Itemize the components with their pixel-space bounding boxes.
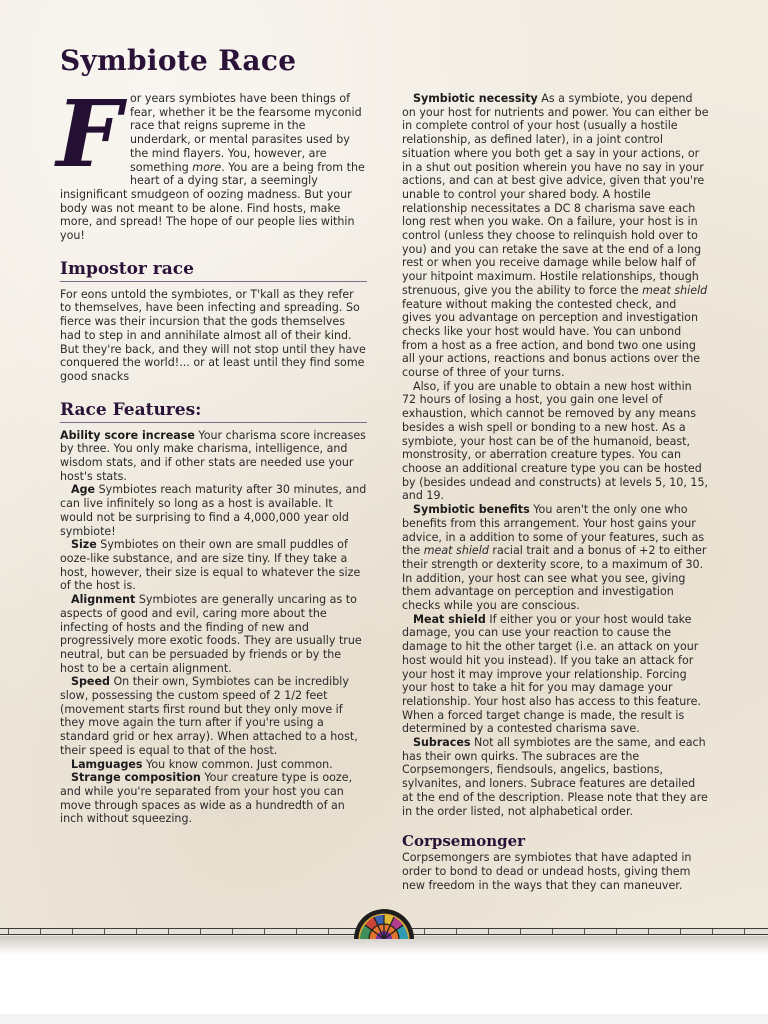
footer-tick (328, 929, 329, 934)
feature-label: Size (71, 538, 97, 552)
impostor-paragraph: For eons untold the symbiotes, or T'kall as they refer to themselves, have been infecting and spreading. So fierce was their incursion that the gods themselves had to step in and annihilate almost all of their kind. But they're back, and they will not stop until they have conquered the world!... or at least until they find some good snacks (60, 287, 366, 383)
footer-tick (488, 929, 489, 934)
feature-text: On their own, Symbiotes can be incredibly slow, possessing the custom speed of 2 1/2 feet (movement starts first round but they only move if they move again the turn after if you're using a standard grid or hex array). When attached to a host, their speed is equal to that of the host. (60, 675, 358, 757)
footer-tick (232, 929, 233, 934)
intro-emphasis: more (192, 160, 222, 174)
benefits-text-b: racial trait and a bonus of +2 to either their strength or dexterity score, to a maximum of 30. In addition, your host can see what you see, giving them advantage on perception and investigation checks while you are conscious. (402, 544, 707, 613)
footer-tick (40, 929, 41, 934)
footer-tick (744, 929, 745, 934)
feature-strange-composition (60, 771, 367, 826)
footer-tick (680, 929, 681, 934)
feature-alignment (60, 593, 367, 675)
intro-text-2: . You are a being from the heart of a dying star, a seemingly insignificant smudgeon of oozing madness. But your body was not meant to be alone. Find hosts, make more, and spread! The hope of our people lies within you! (60, 160, 365, 243)
corpsemonger-paragraph: Corpsemongers are symbiotes that have adapted in order to bond to dead or undead hosts, giving them new freedom in the ways that they can maneuver. (402, 851, 692, 892)
meat-shield-text: If either you or your host would take damage, you can use your reaction to cause the damage to hit the other target (i.e. an attack on your host would hit you instead). If you take an attack for your host it may improve your relationship. Forcing your host to take a hit for you may damage your relationship. Your host also has access to this feature. When a forced target change is made, the result is determined by a contested charisma save. (402, 612, 701, 736)
necessity-text-a: As a symbiote, you depend on your host for nutrients and power. You can either be in complete control of your host (usually a hostile relationship, as defined later), in a joint control situation where you both get a say in your actions, or in a shut out position wherein you have no say in your actions, and can at best give advice, given that you're unable to control your shared body. A hostile relationship necessitates a DC 8 charisma save each long rest when you wake. On a failure, your host is in control (unless they choose to relinquish hold over to you) and you can retake the save at the end of a long rest or when you receive damage while below half of your hitpoint maximum. Hostile relationships, though strenuous, give you the ability to force the (402, 92, 709, 297)
viewer-bottom-strip (0, 1014, 768, 1024)
footer-tick (136, 929, 137, 934)
footer-tick (616, 929, 617, 934)
page-title: Symbiote Race (60, 44, 297, 77)
meat-shield-paragraph (402, 613, 709, 736)
footer-tick (520, 929, 521, 934)
intro-text: or years symbiotes have been things of fear, whether it be the fearsome myconid race that reigns supreme in the underdark, or mental parasites used by the mind flayers. You, however, are something (130, 92, 362, 174)
feature-label: Alignment (71, 593, 136, 607)
footer-tick (296, 929, 297, 934)
footer-tick (104, 929, 105, 934)
footer-tick (712, 929, 713, 934)
necessity-label: Symbiotic necessity (413, 92, 538, 105)
left-column (56, 80, 367, 826)
subraces-paragraph (402, 736, 709, 818)
feature-label: Strange composition (71, 771, 201, 785)
feature-languages (60, 758, 367, 772)
subraces-label: Subraces (413, 736, 471, 750)
feature-text: Symbiotes reach maturity after 30 minutes, and can live infinitely so long as a host is available. It would not be surprising to find a 4,000,000 year old symbiote! (60, 483, 367, 538)
footer-tick (168, 929, 169, 934)
footer-tick (456, 929, 457, 934)
feature-text: Symbiotes on their own are small puddles of ooze-like substance, and are size tiny. If they take a host, however, their size is equal to whatever the size of the host is. (60, 538, 361, 593)
subraces-text: Not all symbiotes are the same, and each has their own quirks. The subraces are the Corpsemongers, fiendsouls, angelics, bastions, sylvanites, and loners. Subrace features are detailed at the end of the description. Please note that they are in the order listed, not alphabetical order. (402, 736, 708, 818)
footer-tick (552, 929, 553, 934)
footer-tick (8, 929, 9, 934)
feature-text: Your charisma score increases by three. You only make charisma, intelligence, and wisdom stats, and if other stats are needed use your host's stats. (60, 428, 366, 483)
feature-label: Lamguages (71, 757, 143, 771)
footer-tick (72, 929, 73, 934)
features-heading: Race Features: (60, 400, 367, 423)
benefits-label: Symbiotic benefits (413, 503, 530, 517)
symbiotic-necessity-paragraph (402, 92, 709, 380)
symbiotic-benefits-paragraph (402, 503, 709, 613)
feature-age (60, 483, 367, 538)
benefits-text-a: You aren't the only one who benefits from this arrangement. Your host gains your advice, in a addition to some of your features, such as the (402, 503, 705, 558)
feature-text: Symbiotes are generally uncaring as to aspects of good and evil, caring more about the infecting of hosts and the finding of new and progressively more exotic foods. They are usually true neutral, but can be persuaded by friends or by the host to be a certain alignment. (60, 593, 362, 675)
feature-speed (60, 675, 367, 757)
meat-shield-label: Meat shield (413, 612, 486, 626)
stained-glass-emblem-icon (351, 903, 417, 939)
feature-ability-score (60, 429, 367, 484)
corpsemonger-heading: Corpsemonger (402, 832, 526, 851)
footer-tick (264, 929, 265, 934)
feature-size (60, 538, 367, 593)
also-paragraph: Also, if you are unable to obtain a new host within 72 hours of losing a host, you gain one level of exhaustion, which cannot be removed by any means besides a wish spell or bonding to a new host. As a symbiote, your host can be of the humanoid, beast, monstrosity, or aberration creature types. You can choose an additional creature type you can be hosted by (besides undead and constructs) at levels 5, 10, 15, and 19. (402, 379, 709, 503)
feature-text: You know common. Just common. (142, 757, 333, 771)
footer-tick (648, 929, 649, 934)
drop-cap: F (56, 80, 122, 188)
necessity-text-b: feature without making the contested check, and gives you advantage on perception and investigation checks like your host would have. You can unbond from a host as a free action, and bond two one using all your actions, reactions and bonus actions over the course of three of your turns. (402, 297, 701, 380)
footer-tick (200, 929, 201, 934)
feature-label: Age (71, 483, 96, 497)
footer-tick (424, 929, 425, 934)
benefits-emphasis: meat shield (423, 544, 489, 558)
feature-label: Speed (71, 675, 110, 689)
feature-label: Ability score increase (60, 428, 195, 442)
impostor-heading: Impostor race (60, 259, 367, 282)
feature-text: Your creature type is ooze, and while you're separated from your host you can move through spaces as wide as a hundredth of an inch without squeezing. (60, 771, 353, 826)
necessity-emphasis: meat shield (642, 283, 708, 297)
footer-tick (584, 929, 585, 934)
right-column (402, 92, 709, 892)
